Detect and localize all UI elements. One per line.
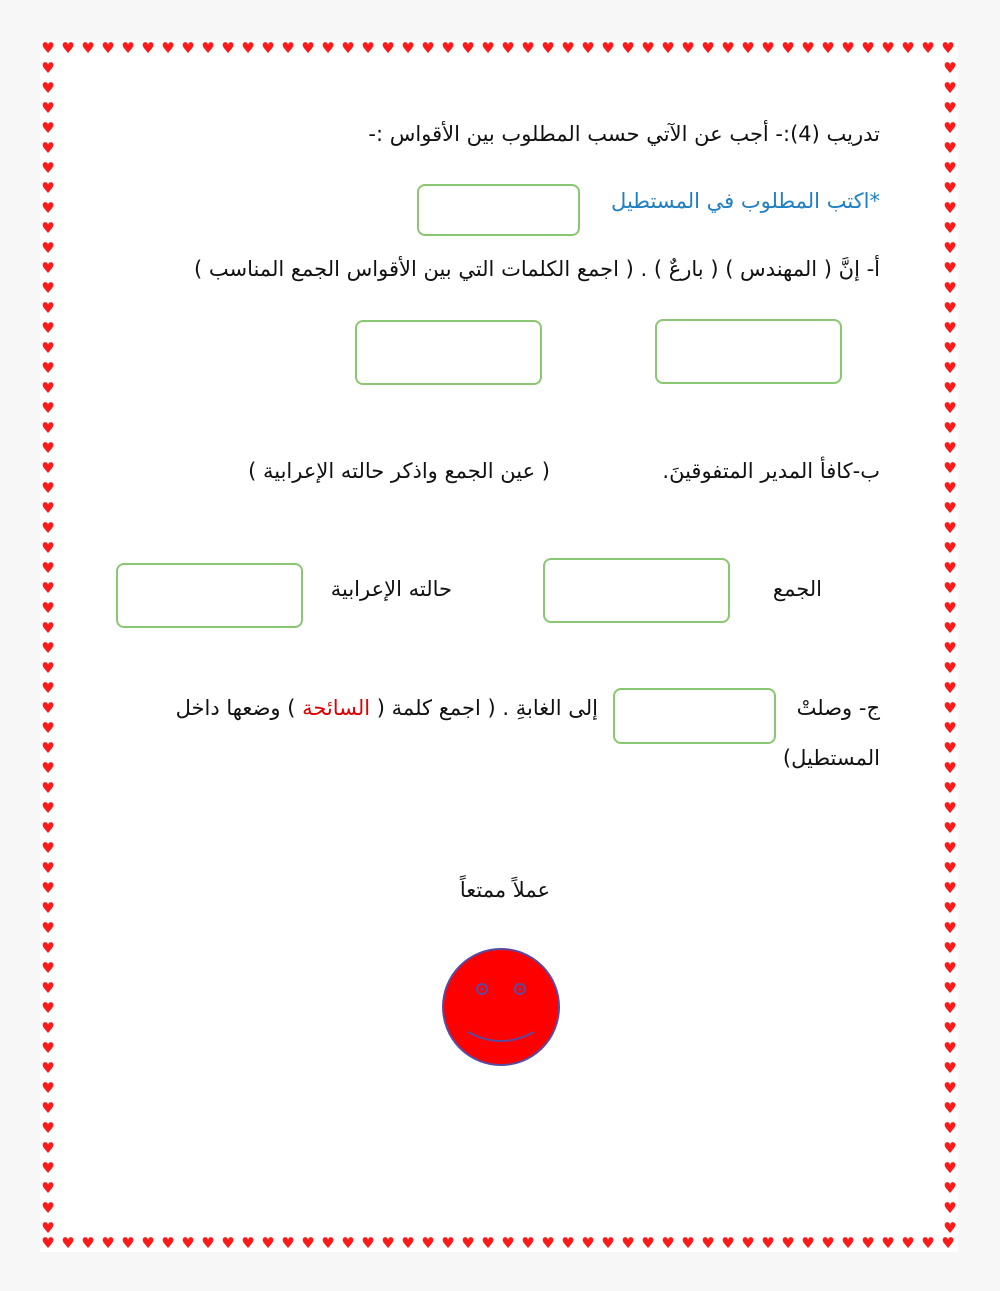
heart-icon: ♥ <box>361 39 375 57</box>
heart-icon: ♥ <box>41 979 55 997</box>
heart-icon: ♥ <box>943 1059 957 1077</box>
heart-icon: ♥ <box>41 139 55 157</box>
heart-icon: ♥ <box>481 39 495 57</box>
heart-icon: ♥ <box>41 579 55 597</box>
heart-icon: ♥ <box>41 1079 55 1097</box>
heart-icon: ♥ <box>41 1234 55 1252</box>
heart-icon: ♥ <box>41 79 55 97</box>
case-label: حالته الإعرابية <box>330 577 452 601</box>
heart-icon: ♥ <box>943 979 957 997</box>
heart-icon: ♥ <box>41 859 55 877</box>
heart-icon: ♥ <box>41 339 55 357</box>
heart-icon: ♥ <box>41 239 55 257</box>
heart-icon: ♥ <box>201 1234 215 1252</box>
heart-icon: ♥ <box>421 39 435 57</box>
heart-icon: ♥ <box>141 1234 155 1252</box>
smiley-face <box>443 949 559 1065</box>
heart-icon: ♥ <box>943 579 957 597</box>
heart-icon: ♥ <box>943 959 957 977</box>
heart-icon: ♥ <box>943 939 957 957</box>
heart-icon: ♥ <box>881 1234 895 1252</box>
heart-icon: ♥ <box>241 39 255 57</box>
heart-icon: ♥ <box>943 299 957 317</box>
heart-icon: ♥ <box>61 1234 75 1252</box>
heart-icon: ♥ <box>61 39 75 57</box>
question-c-after-blank: إلى الغابةِ . ( اجمع كلمة ( <box>370 696 598 720</box>
heart-icon: ♥ <box>41 199 55 217</box>
heart-icon: ♥ <box>943 559 957 577</box>
heart-icon: ♥ <box>41 439 55 457</box>
heart-icon: ♥ <box>541 1234 555 1252</box>
heart-icon: ♥ <box>943 1139 957 1157</box>
heart-icon: ♥ <box>41 1099 55 1117</box>
heart-icon: ♥ <box>41 259 55 277</box>
heart-icon: ♥ <box>701 39 715 57</box>
heart-icon: ♥ <box>281 39 295 57</box>
heart-icon: ♥ <box>161 1234 175 1252</box>
heart-icon: ♥ <box>181 1234 195 1252</box>
heart-icon: ♥ <box>201 39 215 57</box>
question-c-start: ج- وصلتْ <box>796 696 880 720</box>
heart-icon: ♥ <box>941 39 955 57</box>
heart-icon: ♥ <box>661 1234 675 1252</box>
instruction-text: *اكتب المطلوب في المستطيل <box>611 189 880 213</box>
heart-icon: ♥ <box>521 39 535 57</box>
heart-icon: ♥ <box>561 1234 575 1252</box>
question-c-answer-box[interactable] <box>613 688 776 744</box>
heart-icon: ♥ <box>501 1234 515 1252</box>
heart-icon: ♥ <box>721 39 735 57</box>
heart-icon: ♥ <box>943 919 957 937</box>
heart-icon: ♥ <box>943 719 957 737</box>
heart-icon: ♥ <box>943 199 957 217</box>
question-a-text: أ- إنَّ ( المهندس ) ( بارعٌ ) . ( اجمع الكلمات التي بين الأقواس الجمع المناسب ) <box>193 257 880 281</box>
heart-icon: ♥ <box>41 459 55 477</box>
heart-icon: ♥ <box>41 399 55 417</box>
heart-icon: ♥ <box>41 519 55 537</box>
heart-icon: ♥ <box>301 39 315 57</box>
heart-icon: ♥ <box>161 39 175 57</box>
heart-icon: ♥ <box>41 779 55 797</box>
heart-icon: ♥ <box>741 39 755 57</box>
heart-icon: ♥ <box>601 39 615 57</box>
smiley-right-pupil <box>519 988 522 991</box>
heart-icon: ♥ <box>261 39 275 57</box>
heart-icon: ♥ <box>81 39 95 57</box>
heart-icon: ♥ <box>41 919 55 937</box>
heart-icon: ♥ <box>41 1019 55 1037</box>
heart-icon: ♥ <box>321 1234 335 1252</box>
heart-icon: ♥ <box>41 819 55 837</box>
heart-icon: ♥ <box>221 39 235 57</box>
plural-answer-box[interactable] <box>543 558 730 623</box>
heart-icon: ♥ <box>41 659 55 677</box>
heart-icon: ♥ <box>41 559 55 577</box>
heart-icon: ♥ <box>801 1234 815 1252</box>
heart-icon: ♥ <box>121 1234 135 1252</box>
heart-icon: ♥ <box>943 439 957 457</box>
heart-icon: ♥ <box>641 39 655 57</box>
heart-icon: ♥ <box>943 539 957 557</box>
heart-icon: ♥ <box>901 1234 915 1252</box>
heart-icon: ♥ <box>943 179 957 197</box>
closing-text: عملاً ممتعاً <box>459 878 550 902</box>
heart-icon: ♥ <box>41 739 55 757</box>
heart-icon: ♥ <box>943 679 957 697</box>
heart-icon: ♥ <box>521 1234 535 1252</box>
heart-icon: ♥ <box>921 1234 935 1252</box>
heart-icon: ♥ <box>441 39 455 57</box>
heart-icon: ♥ <box>943 879 957 897</box>
heart-icon: ♥ <box>41 1059 55 1077</box>
exercise-title: تدريب (4):- أجب عن الآتي حسب المطلوب بين الأقواس :- <box>368 122 880 146</box>
heart-icon: ♥ <box>943 1079 957 1097</box>
heart-icon: ♥ <box>41 319 55 337</box>
heart-icon: ♥ <box>41 719 55 737</box>
heart-icon: ♥ <box>943 219 957 237</box>
heart-icon: ♥ <box>341 39 355 57</box>
heart-icon: ♥ <box>941 1234 955 1252</box>
question-c-after-highlight: ) وضعها داخل <box>175 696 303 720</box>
heart-icon: ♥ <box>601 1234 615 1252</box>
heart-icon: ♥ <box>41 279 55 297</box>
heart-icon: ♥ <box>41 219 55 237</box>
case-answer-box[interactable] <box>116 563 303 628</box>
heart-icon: ♥ <box>41 1119 55 1137</box>
heart-icon: ♥ <box>581 1234 595 1252</box>
heart-icon: ♥ <box>41 639 55 657</box>
heart-icon: ♥ <box>943 1119 957 1137</box>
smiley-face-icon <box>440 946 562 1068</box>
question-c-rest <box>176 696 598 720</box>
heart-icon: ♥ <box>943 59 957 77</box>
heart-icon: ♥ <box>943 739 957 757</box>
heart-icon: ♥ <box>943 259 957 277</box>
heart-icon: ♥ <box>501 39 515 57</box>
heart-icon: ♥ <box>943 639 957 657</box>
heart-icon: ♥ <box>943 119 957 137</box>
heart-icon: ♥ <box>943 339 957 357</box>
heart-icon: ♥ <box>361 1234 375 1252</box>
heart-icon: ♥ <box>943 1019 957 1037</box>
heart-icon: ♥ <box>41 1039 55 1057</box>
heart-icon: ♥ <box>681 39 695 57</box>
heart-icon: ♥ <box>41 39 55 57</box>
heart-icon: ♥ <box>943 859 957 877</box>
heart-icon: ♥ <box>943 139 957 157</box>
heart-icon: ♥ <box>821 39 835 57</box>
heart-icon: ♥ <box>401 39 415 57</box>
heart-icon: ♥ <box>41 699 55 717</box>
heart-icon: ♥ <box>943 479 957 497</box>
heart-icon: ♥ <box>681 1234 695 1252</box>
heart-icon: ♥ <box>41 939 55 957</box>
heart-icon: ♥ <box>943 899 957 917</box>
question-b-sentence: ب-كافأ المدير المتفوقينَ. <box>662 459 880 483</box>
heart-icon: ♥ <box>41 499 55 517</box>
heart-icon: ♥ <box>943 459 957 477</box>
heart-icon: ♥ <box>781 39 795 57</box>
heart-icon: ♥ <box>841 1234 855 1252</box>
heart-icon: ♥ <box>861 1234 875 1252</box>
heart-icon: ♥ <box>943 519 957 537</box>
heart-icon: ♥ <box>41 159 55 177</box>
heart-icon: ♥ <box>741 1234 755 1252</box>
heart-icon: ♥ <box>41 799 55 817</box>
heart-icon: ♥ <box>41 599 55 617</box>
heart-icon: ♥ <box>921 39 935 57</box>
heart-icon: ♥ <box>461 39 475 57</box>
heart-icon: ♥ <box>401 1234 415 1252</box>
heart-icon: ♥ <box>561 39 575 57</box>
heart-icon: ♥ <box>943 619 957 637</box>
heart-icon: ♥ <box>461 1234 475 1252</box>
question-a-answer-box-1[interactable] <box>655 319 842 384</box>
question-b-hint: ( عين الجمع واذكر حالته الإعرابية ) <box>248 459 550 483</box>
heart-icon: ♥ <box>641 1234 655 1252</box>
heart-icon: ♥ <box>41 379 55 397</box>
heart-icon: ♥ <box>41 59 55 77</box>
heart-icon: ♥ <box>701 1234 715 1252</box>
heart-icon: ♥ <box>943 79 957 97</box>
heart-icon: ♥ <box>943 659 957 677</box>
heart-icon: ♥ <box>943 499 957 517</box>
heart-icon: ♥ <box>621 39 635 57</box>
instruction-answer-box[interactable] <box>417 184 580 236</box>
heart-icon: ♥ <box>943 819 957 837</box>
heart-icon: ♥ <box>181 39 195 57</box>
heart-icon: ♥ <box>943 799 957 817</box>
heart-icon: ♥ <box>101 39 115 57</box>
heart-icon: ♥ <box>281 1234 295 1252</box>
smiley-left-pupil <box>481 988 484 991</box>
heart-icon: ♥ <box>943 399 957 417</box>
heart-icon: ♥ <box>761 39 775 57</box>
heart-icon: ♥ <box>781 1234 795 1252</box>
heart-icon: ♥ <box>41 1139 55 1157</box>
heart-icon: ♥ <box>41 839 55 857</box>
heart-icon: ♥ <box>381 1234 395 1252</box>
heart-icon: ♥ <box>943 1159 957 1177</box>
heart-icon: ♥ <box>481 1234 495 1252</box>
heart-icon: ♥ <box>881 39 895 57</box>
heart-icon: ♥ <box>41 359 55 377</box>
heart-icon: ♥ <box>121 39 135 57</box>
heart-icon: ♥ <box>41 1219 55 1237</box>
heart-icon: ♥ <box>41 759 55 777</box>
heart-icon: ♥ <box>41 899 55 917</box>
heart-icon: ♥ <box>943 319 957 337</box>
heart-icon: ♥ <box>943 1099 957 1117</box>
heart-icon: ♥ <box>943 599 957 617</box>
heart-icon: ♥ <box>541 39 555 57</box>
heart-icon: ♥ <box>943 379 957 397</box>
question-c-line2: المستطيل) <box>782 746 880 770</box>
heart-icon: ♥ <box>421 1234 435 1252</box>
heart-icon: ♥ <box>943 359 957 377</box>
heart-icon: ♥ <box>943 759 957 777</box>
heart-icon: ♥ <box>81 1234 95 1252</box>
question-a-answer-box-2[interactable] <box>355 320 542 385</box>
heart-icon: ♥ <box>141 39 155 57</box>
heart-icon: ♥ <box>41 619 55 637</box>
heart-icon: ♥ <box>943 419 957 437</box>
heart-icon: ♥ <box>943 1179 957 1197</box>
heart-icon: ♥ <box>241 1234 255 1252</box>
heart-icon: ♥ <box>841 39 855 57</box>
heart-icon: ♥ <box>621 1234 635 1252</box>
heart-icon: ♥ <box>41 679 55 697</box>
heart-icon: ♥ <box>721 1234 735 1252</box>
heart-icon: ♥ <box>321 39 335 57</box>
heart-icon: ♥ <box>381 39 395 57</box>
heart-icon: ♥ <box>943 159 957 177</box>
heart-icon: ♥ <box>341 1234 355 1252</box>
heart-icon: ♥ <box>661 39 675 57</box>
heart-icon: ♥ <box>41 539 55 557</box>
heart-icon: ♥ <box>801 39 815 57</box>
heart-icon: ♥ <box>943 279 957 297</box>
heart-icon: ♥ <box>301 1234 315 1252</box>
plural-label: الجمع <box>772 577 822 601</box>
heart-icon: ♥ <box>943 779 957 797</box>
heart-icon: ♥ <box>41 119 55 137</box>
heart-icon: ♥ <box>943 99 957 117</box>
heart-icon: ♥ <box>943 1039 957 1057</box>
heart-icon: ♥ <box>101 1234 115 1252</box>
heart-icon: ♥ <box>41 479 55 497</box>
heart-icon: ♥ <box>821 1234 835 1252</box>
heart-icon: ♥ <box>861 39 875 57</box>
heart-icon: ♥ <box>581 39 595 57</box>
heart-icon: ♥ <box>761 1234 775 1252</box>
heart-icon: ♥ <box>943 999 957 1017</box>
heart-icon: ♥ <box>41 99 55 117</box>
heart-icon: ♥ <box>261 1234 275 1252</box>
heart-icon: ♥ <box>41 999 55 1017</box>
highlight-word: السائحة <box>302 696 371 720</box>
heart-icon: ♥ <box>943 839 957 857</box>
heart-icon: ♥ <box>441 1234 455 1252</box>
heart-icon: ♥ <box>41 1179 55 1197</box>
heart-icon: ♥ <box>901 39 915 57</box>
heart-icon: ♥ <box>943 239 957 257</box>
heart-icon: ♥ <box>41 419 55 437</box>
heart-icon: ♥ <box>41 1199 55 1217</box>
heart-icon: ♥ <box>943 699 957 717</box>
heart-icon: ♥ <box>41 179 55 197</box>
heart-icon: ♥ <box>221 1234 235 1252</box>
heart-icon: ♥ <box>41 1159 55 1177</box>
heart-icon: ♥ <box>943 1219 957 1237</box>
heart-icon: ♥ <box>41 959 55 977</box>
heart-icon: ♥ <box>41 299 55 317</box>
heart-icon: ♥ <box>41 879 55 897</box>
heart-icon: ♥ <box>943 1199 957 1217</box>
